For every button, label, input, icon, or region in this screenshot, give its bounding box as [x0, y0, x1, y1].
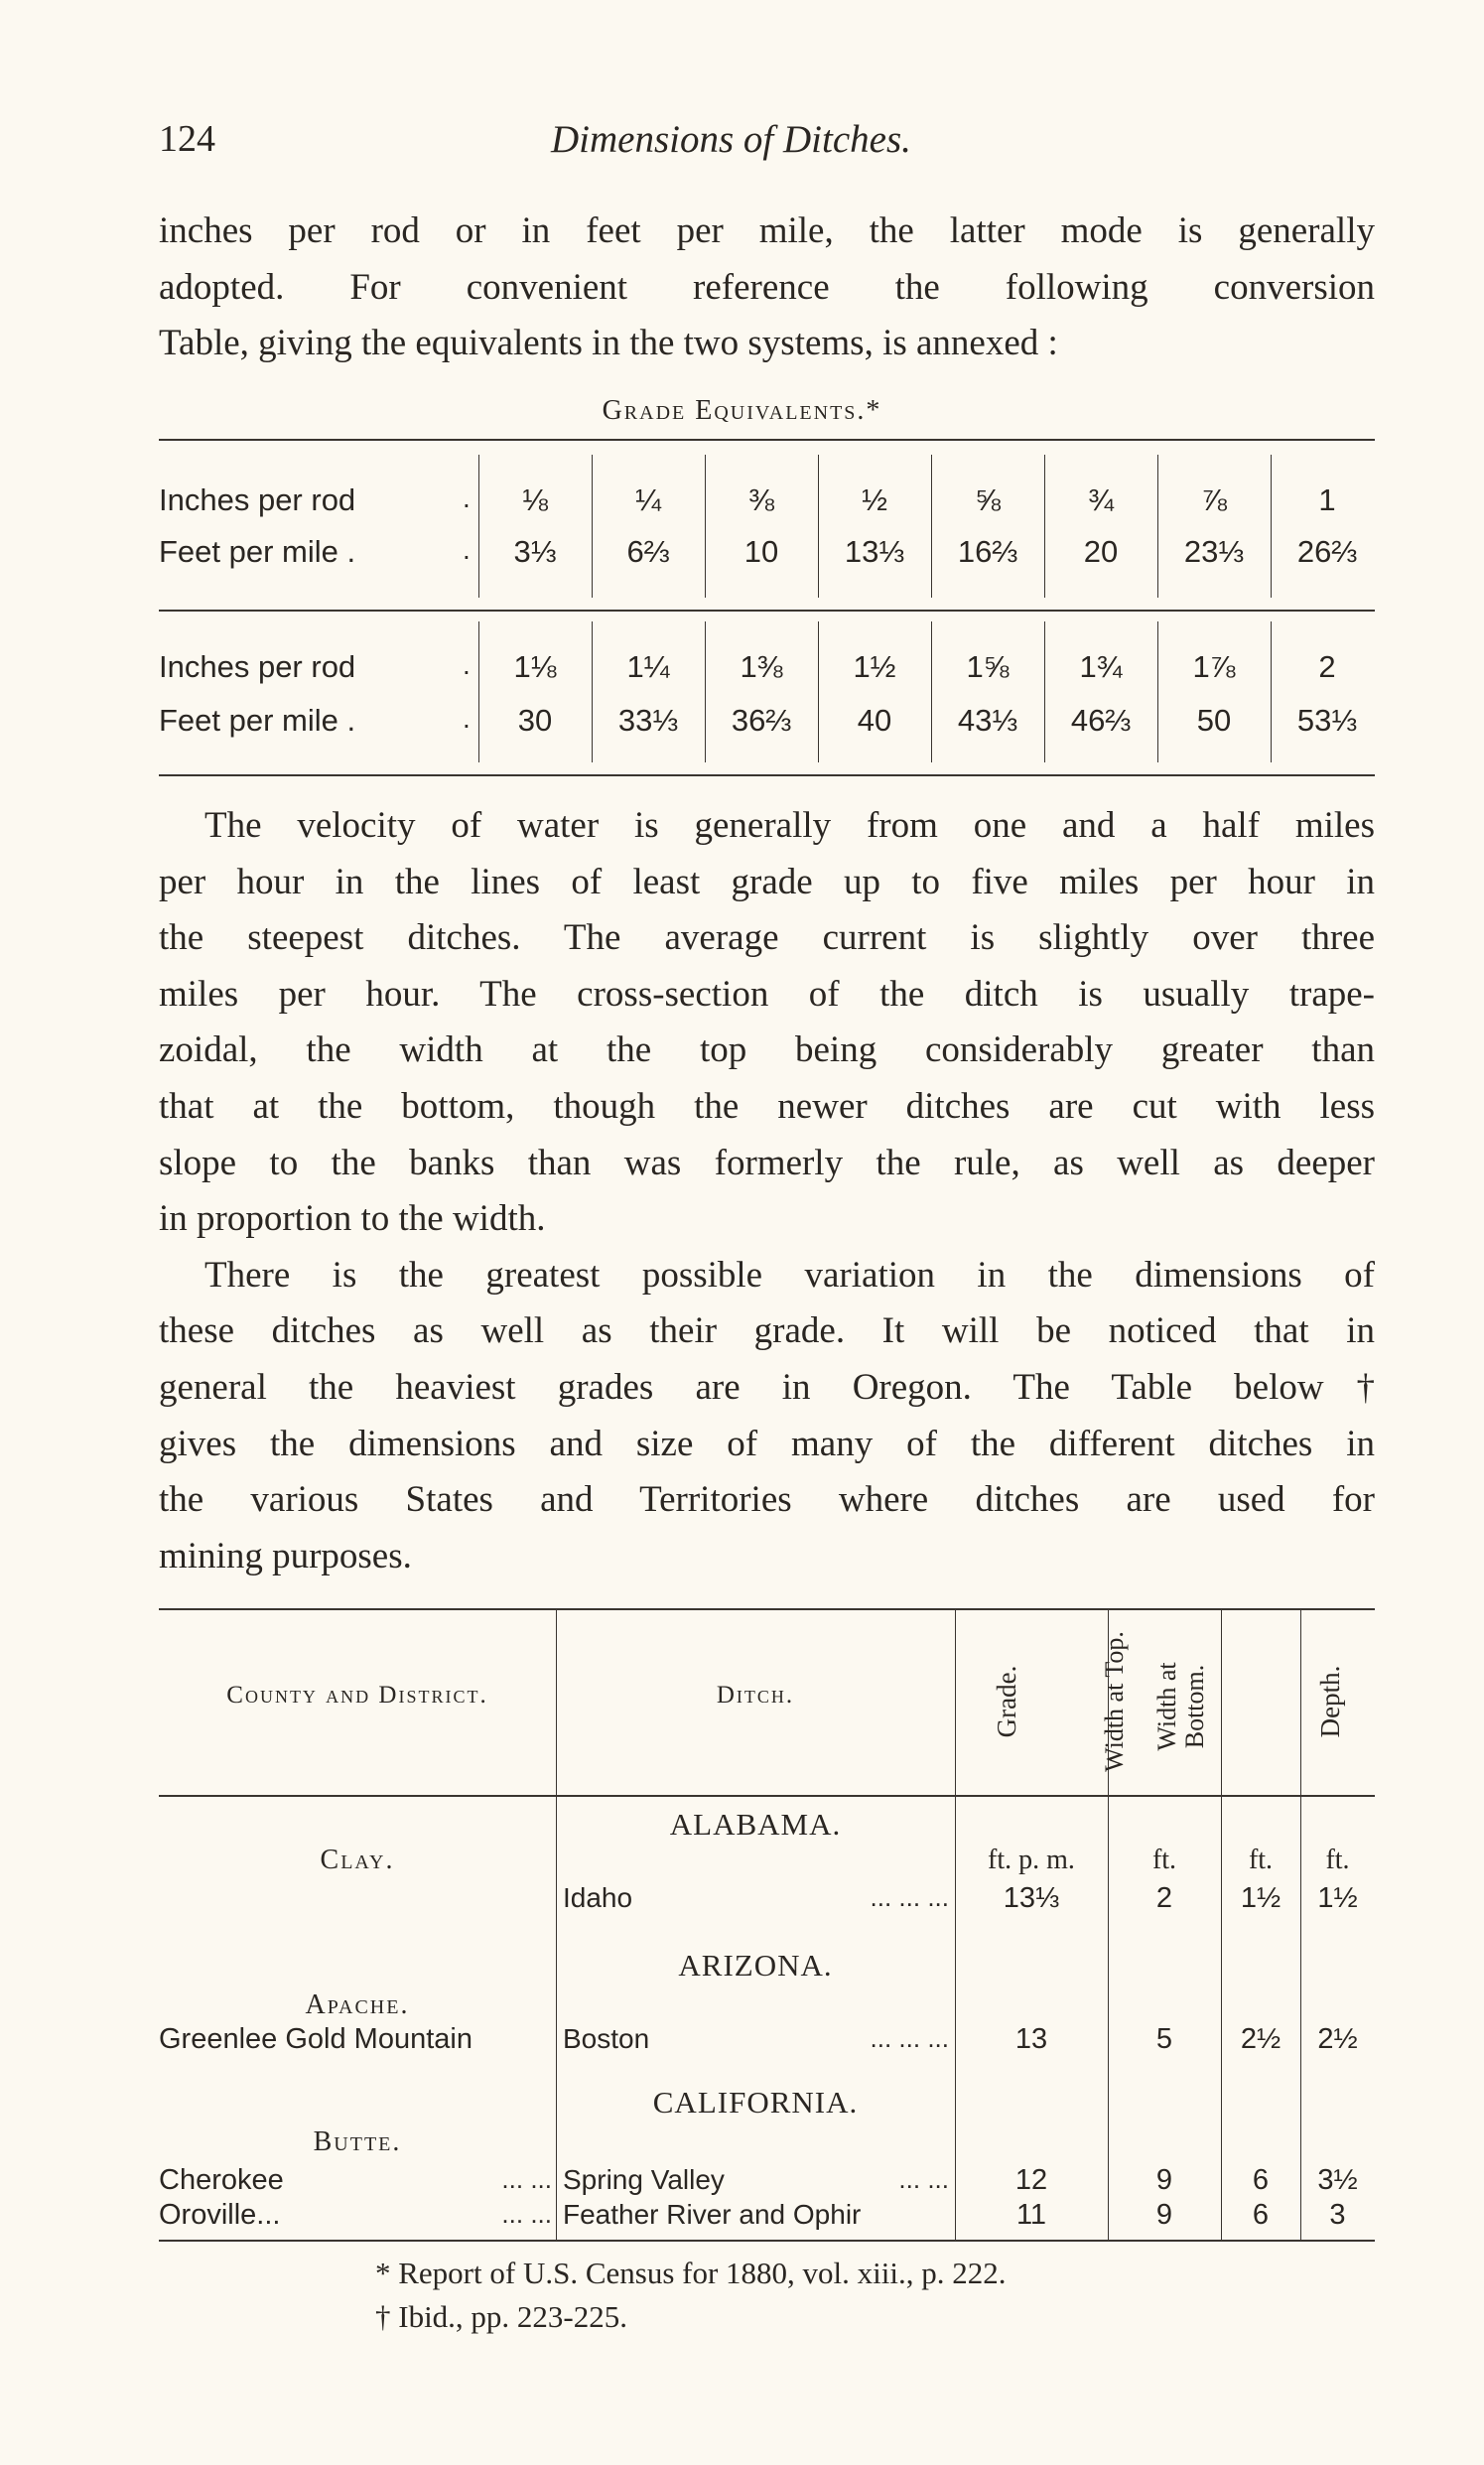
- table-rule: [159, 1608, 1375, 1610]
- unit-label: ft.: [1151, 1845, 1177, 1875]
- inches-per-rod-value: 1¼: [626, 649, 670, 684]
- inches-per-rod-value: ⅜: [748, 482, 774, 517]
- depth-value: 1½: [1317, 1882, 1358, 1914]
- intro-paragraph: [159, 204, 1375, 372]
- column-divider: [931, 455, 932, 598]
- text-line: that at the bottom, though the newer ditches are cut with less: [159, 1085, 1375, 1127]
- running-title: Dimensions of Ditches.: [551, 118, 911, 161]
- footnote: † Ibid., pp. 223-225.: [375, 2299, 628, 2334]
- body-text: [159, 798, 1375, 1584]
- grade-value: 13: [1014, 2023, 1048, 2055]
- dot-leader: ... ... ...: [870, 1882, 949, 1912]
- unit-label: ft. p. m.: [988, 1845, 1075, 1875]
- inches-per-rod-value: 1⅞: [1192, 649, 1236, 684]
- dot-leader: .: [463, 703, 471, 734]
- text-line: gives the dimensions and size of many of the different ditches in: [159, 1423, 1375, 1464]
- text-line: adopted. For convenient reference the following conversion: [159, 266, 1375, 308]
- ditch-name: Spring Valley: [563, 2164, 725, 2195]
- column-divider: [955, 1608, 956, 2240]
- text-line: The velocity of water is generally from one and a half miles: [204, 805, 1375, 846]
- unit-label: ft.: [1325, 1845, 1350, 1875]
- state-heading: CALIFORNIA.: [652, 2085, 859, 2120]
- depth-value: 3½: [1317, 2164, 1358, 2196]
- header-width-bottom: Width at Bottom.: [1152, 1662, 1209, 1751]
- width-top-value: 9: [1155, 2164, 1173, 2196]
- feet-per-mile-value: 50: [1196, 703, 1232, 738]
- text-line: the various States and Territories where ditches are used for: [159, 1479, 1375, 1521]
- dot-leader: ... ...: [898, 2164, 949, 2194]
- depth-value: 3: [1329, 2199, 1346, 2231]
- column-divider: [1271, 621, 1272, 762]
- column-divider: [592, 455, 593, 598]
- width-bottom-value: 2½: [1240, 2023, 1282, 2055]
- row-label-inches: Inches per rod: [159, 649, 356, 684]
- county-heading: Clay.: [320, 1845, 395, 1875]
- inches-per-rod-value: 1⅝: [966, 649, 1010, 684]
- text-line: these ditches as well as their grade. It will be noticed that in: [159, 1310, 1375, 1352]
- feet-per-mile-value: 20: [1083, 534, 1119, 569]
- text-line: general the heaviest grades are in Oregon. The Table below†: [159, 1366, 1375, 1408]
- width-top-value: 9: [1155, 2199, 1173, 2231]
- grade-value: 11: [1015, 2199, 1047, 2231]
- dot-leader: .: [463, 482, 471, 513]
- feet-per-mile-value: 10: [743, 534, 779, 569]
- feet-per-mile-value: 53⅓: [1296, 703, 1358, 738]
- row-label-inches: Inches per rod: [159, 482, 356, 517]
- inches-per-rod-value: ½: [862, 482, 887, 517]
- text-line: miles per hour. The cross-section of the ditch is usually trape-: [159, 973, 1375, 1015]
- header-county: County and District.: [226, 1682, 488, 1709]
- column-divider: [705, 455, 706, 598]
- text-line: inches per rod or in feet per mile, the latter mode is generally: [159, 210, 1375, 251]
- column-divider: [1271, 455, 1272, 598]
- county-heading: Apache.: [305, 1989, 410, 2020]
- width-top-value: 5: [1155, 2023, 1173, 2055]
- feet-per-mile-value: 6⅔: [626, 534, 670, 569]
- column-divider: [1044, 621, 1045, 762]
- inches-per-rod-value: 1⅛: [513, 649, 557, 684]
- county-heading: Butte.: [313, 2126, 402, 2157]
- column-divider: [1221, 1608, 1222, 2240]
- text-line: per hour in the lines of least grade up to five miles per hour in: [159, 861, 1375, 902]
- width-bottom-value: 6: [1252, 2164, 1270, 2196]
- feet-per-mile-value: 16⅔: [957, 534, 1018, 569]
- inches-per-rod-value: 2: [1318, 649, 1336, 684]
- inches-per-rod-value: ¾: [1088, 482, 1114, 517]
- row-label-feet: Feet per mile .: [159, 534, 356, 569]
- grade-table-title: Grade Equivalents.*: [602, 395, 882, 426]
- header-grade: Grade.: [992, 1665, 1021, 1738]
- inches-per-rod-value: 1¾: [1079, 649, 1123, 684]
- feet-per-mile-value: 33⅓: [617, 703, 679, 738]
- inches-per-rod-value: 1: [1318, 482, 1336, 517]
- column-divider: [1300, 1608, 1301, 2240]
- grade-value: 13⅓: [1003, 1882, 1060, 1914]
- unit-label: ft.: [1248, 1845, 1274, 1875]
- header-ditch: Ditch.: [716, 1682, 795, 1709]
- width-top-value: 2: [1155, 1882, 1173, 1914]
- dot-leader: .: [463, 649, 471, 680]
- text-line: Table, giving the equivalents in the two systems, is annexed :: [159, 323, 1058, 364]
- column-divider: [478, 621, 479, 762]
- width-bottom-value: 6: [1252, 2199, 1270, 2231]
- column-divider: [931, 621, 932, 762]
- footnote: * Report of U.S. Census for 1880, vol. xiii., p. 222.: [375, 2256, 1007, 2290]
- feet-per-mile-value: 43⅓: [957, 703, 1018, 738]
- inches-per-rod-value: ⅛: [522, 482, 548, 517]
- district-name: Oroville...: [159, 2199, 281, 2231]
- column-divider: [818, 621, 819, 762]
- ditch-name: Feather River and Ophir: [563, 2199, 862, 2230]
- grade-value: 12: [1014, 2164, 1048, 2196]
- column-divider: [478, 455, 479, 598]
- inches-per-rod-value: 1½: [853, 649, 896, 684]
- text-line: zoidal, the width at the top being considerably greater than: [159, 1029, 1375, 1071]
- column-divider: [592, 621, 593, 762]
- text-line: in proportion to the width.: [159, 1198, 546, 1240]
- feet-per-mile-value: 40: [857, 703, 892, 738]
- column-divider: [1044, 455, 1045, 598]
- inches-per-rod-value: 1⅜: [740, 649, 783, 684]
- state-heading: ALABAMA.: [669, 1807, 842, 1842]
- table-rule: [159, 774, 1375, 776]
- inches-per-rod-value: ⅝: [975, 482, 1001, 517]
- table-rule: [159, 610, 1375, 612]
- text-line: There is the greatest possible variation in the dimensions of: [204, 1254, 1375, 1296]
- state-heading: ARIZONA.: [678, 1948, 833, 1983]
- inches-per-rod-value: ¼: [635, 482, 661, 517]
- column-divider: [1157, 455, 1158, 598]
- width-bottom-value: 1½: [1240, 1882, 1282, 1914]
- table-rule: [159, 2240, 1375, 2242]
- row-label-feet: Feet per mile .: [159, 703, 356, 738]
- feet-per-mile-value: 46⅔: [1070, 703, 1132, 738]
- dot-leader: ... ... ...: [870, 2023, 949, 2053]
- feet-per-mile-value: 13⅓: [844, 534, 905, 569]
- feet-per-mile-value: 26⅔: [1296, 534, 1358, 569]
- header-depth: Depth.: [1315, 1665, 1345, 1738]
- feet-per-mile-value: 3⅓: [513, 534, 557, 569]
- feet-per-mile-value: 23⅓: [1183, 534, 1245, 569]
- inches-per-rod-value: ⅞: [1201, 482, 1227, 517]
- dot-leader: ... ...: [501, 2164, 552, 2194]
- text-line: slope to the banks than was formerly the rule, as well as deeper: [159, 1142, 1375, 1183]
- column-divider: [818, 455, 819, 598]
- text-line: the steepest ditches. The average current is slightly over three: [159, 917, 1375, 959]
- feet-per-mile-value: 36⅔: [731, 703, 792, 738]
- column-divider: [705, 621, 706, 762]
- page-number: 124: [159, 118, 215, 160]
- depth-value: 2½: [1317, 2023, 1358, 2055]
- district-name: Cherokee: [159, 2164, 284, 2196]
- dot-leader: ... ...: [501, 2199, 552, 2229]
- header-width-top: Width at Top.: [1100, 1631, 1129, 1772]
- dot-leader: .: [463, 534, 471, 565]
- district-name: Greenlee Gold Mountain: [159, 2023, 472, 2055]
- feet-per-mile-value: 30: [517, 703, 553, 738]
- column-divider: [1157, 621, 1158, 762]
- table-rule: [159, 439, 1375, 441]
- ditch-name: Boston: [563, 2023, 650, 2054]
- ditch-name: Idaho: [563, 1882, 633, 1913]
- text-line: mining purposes.: [159, 1535, 412, 1576]
